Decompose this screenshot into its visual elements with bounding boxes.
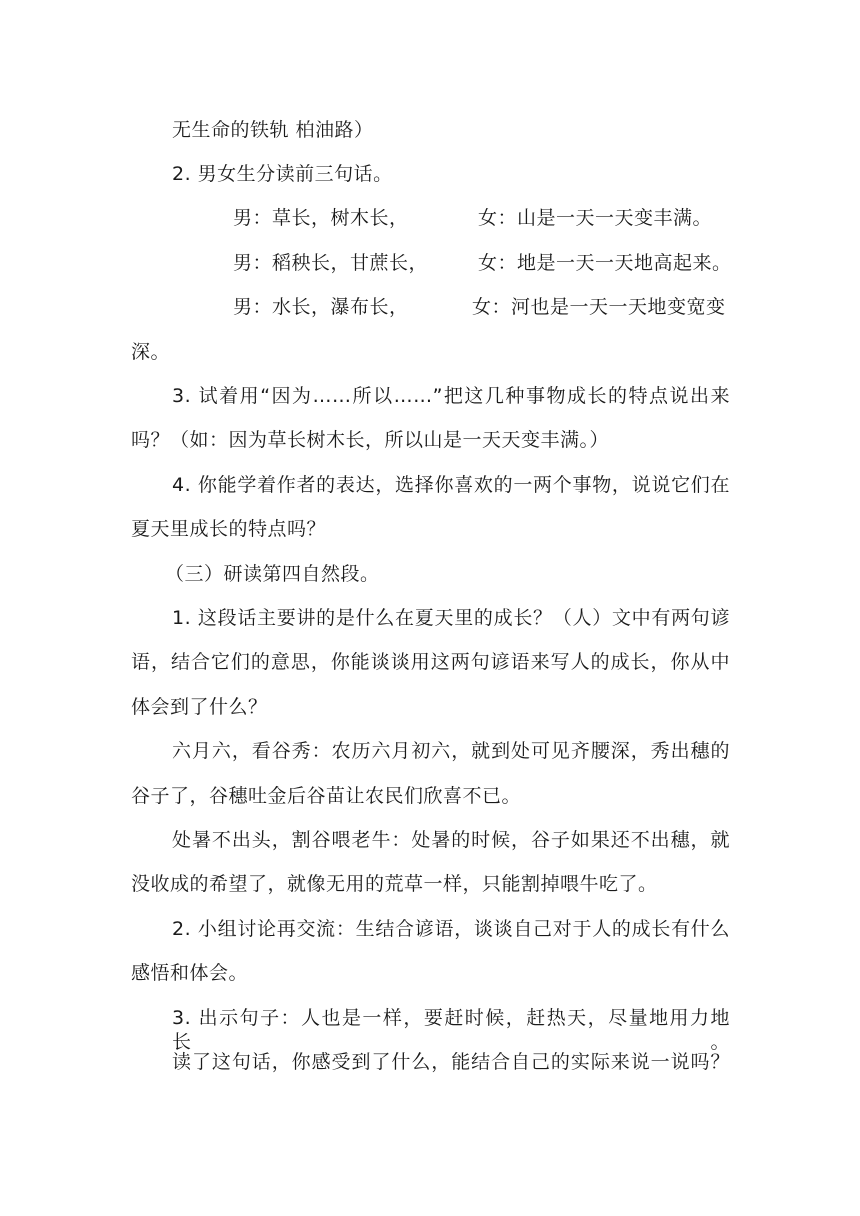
text-line: 吗？（如：因为草长树木长，所以山是一天天变丰满。） (131, 429, 610, 451)
text-line: 体会到了什么？ (131, 696, 268, 718)
text-line: 男：水长，瀑布长， (233, 296, 409, 318)
text-line: 女：山是一天一天变丰满。 (478, 207, 713, 229)
text-line: 2. 男女生分读前三句话。 (172, 163, 393, 185)
text-line: 3. 出示句子：人也是一样，要赶时候，赶热天，尽量地用力地长。 (172, 1007, 730, 1053)
text-line: 语，结合它们的意思，你能谈谈用这两句谚语来写人的成长，你从中 (131, 651, 730, 673)
text-line: 谷子了，谷穗吐金后谷苗让农民们欣喜不已。 (131, 785, 522, 807)
text-line: 男：草长，树木长， (233, 207, 409, 229)
text-line: 2. 小组讨论再交流：生结合谚语，谈谈自己对于人的成长有什么 (172, 918, 730, 940)
text-line: 女：河也是一天一天地变宽变 (472, 296, 726, 318)
text-line: 处暑不出头，割谷喂老牛：处暑的时候，谷子如果还不出穗，就 (172, 829, 730, 851)
text-line: 深。 (131, 341, 171, 363)
text-line: 感悟和体会。 (131, 962, 249, 984)
text-line: 1. 这段话主要讲的是什么在夏天里的成长？（人）文中有两句谚 (172, 607, 730, 629)
section-heading: （三）研读第四自然段。 (165, 563, 380, 585)
text-line: 男：稻秧长，甘蔗长， (233, 252, 429, 274)
text-line: 没收成的希望了，就像无用的荒草一样，只能割掉喂牛吃了。 (131, 873, 658, 895)
text-line: 女：地是一天一天地高起来。 (478, 252, 732, 274)
text-line: 3. 试着用“因为……所以……”把这几种事物成长的特点说出来 (172, 385, 730, 407)
text-line: 4. 你能学着作者的表达，选择你喜欢的一两个事物，说说它们在 (172, 474, 730, 496)
text-line: 六月六，看谷秀：农历六月初六，就到处可见齐腰深，秀出穗的 (172, 740, 730, 762)
text-line: 读了这句话，你感受到了什么，能结合自己的实际来说一说吗？ (172, 1051, 730, 1073)
text-line: 夏天里成长的特点吗？ (131, 518, 327, 540)
text-line: 无生命的铁轨 柏油路） (172, 119, 374, 141)
